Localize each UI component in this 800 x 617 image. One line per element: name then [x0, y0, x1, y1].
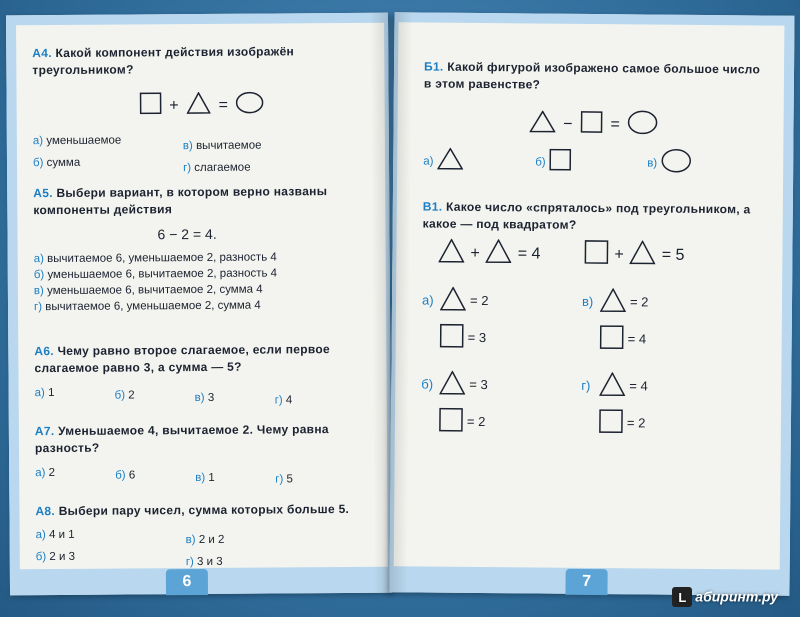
answer-options: [34, 249, 364, 315]
triangle-icon: [630, 240, 656, 269]
square-icon: [584, 240, 608, 269]
option-letter: в): [647, 156, 658, 170]
minus-sign: −: [563, 115, 573, 133]
square-value: = 3: [467, 329, 487, 346]
option-letter: в): [194, 391, 205, 405]
triangle-icon: [599, 372, 625, 399]
option-row: [421, 371, 752, 438]
option-text: 2 и 3: [49, 550, 76, 564]
triangle-value: = 3: [469, 376, 488, 393]
option-g[interactable]: [183, 160, 251, 176]
option-letter: г): [274, 394, 283, 407]
question-text: Чему равно второе слагаемое, если первое слагаемое равно 3, а сумма — 5?: [34, 342, 331, 376]
option-a[interactable]: [423, 148, 535, 176]
triangle-icon: [438, 239, 464, 268]
expression: 6 − 2 = 4.: [157, 225, 217, 243]
answer-options: [35, 383, 365, 410]
question-a4: [32, 43, 362, 79]
option-text: 4 и 1: [49, 528, 75, 542]
plus-sign: +: [169, 96, 179, 114]
option-text: уменьшаемое: [46, 134, 122, 148]
option-letter: а): [421, 292, 434, 308]
watermark: [672, 587, 778, 607]
question-label: А5.: [33, 186, 53, 201]
square-icon: [600, 325, 624, 352]
option-b[interactable]: [115, 467, 195, 489]
watermark-text: абиринт.ру: [695, 588, 778, 605]
question-text: Выбери пару чисел, сумма которых больше 5.: [58, 501, 350, 518]
triangle-icon: [600, 288, 626, 315]
option-g[interactable]: [275, 471, 293, 487]
equals-sign: =: [610, 115, 620, 133]
question-a5: [33, 183, 363, 219]
labirint-logo-icon: L: [672, 587, 692, 607]
option-letter: в): [195, 471, 206, 485]
equation-shapes: [513, 109, 673, 139]
option-letter: б): [35, 551, 47, 564]
option-text: слагаемое: [194, 161, 251, 175]
answer-options: [33, 131, 353, 177]
option-letter: а): [32, 135, 44, 148]
question-label: А8.: [35, 504, 56, 519]
option-letter: г): [581, 377, 591, 393]
triangle-icon: [486, 239, 512, 268]
option-text: 1: [48, 387, 55, 400]
option-letter: г): [183, 162, 192, 175]
option-row: [422, 287, 753, 354]
option-b[interactable]: [421, 371, 582, 436]
option-v[interactable]: [195, 469, 275, 488]
option-a[interactable]: [33, 132, 183, 155]
option-v[interactable]: [195, 389, 275, 409]
option-text: 3 и 3: [196, 555, 223, 569]
plus-sign: +: [470, 244, 480, 262]
option-letter: а): [423, 155, 434, 168]
option-a[interactable]: [35, 465, 115, 490]
question-text: Какое число «спряталось» под треугольником, а какое — под квадратом?: [422, 199, 751, 232]
plus-sign: +: [614, 245, 624, 263]
triangle-icon: [437, 148, 463, 175]
answer-options: [421, 287, 752, 438]
square-value: = 4: [627, 331, 647, 347]
square-icon: [550, 149, 572, 176]
right-page-content: [389, 12, 794, 595]
option-text: уменьшаемое 6, вычитаемое 2, сумма 4: [47, 283, 263, 298]
square-icon: [580, 111, 602, 138]
option-letter: а): [35, 529, 46, 542]
option-letter: б): [33, 269, 45, 282]
option-letter: а): [33, 253, 44, 266]
option-letter: в): [581, 293, 594, 310]
question-a6: [34, 341, 364, 377]
triangle-icon: [529, 110, 555, 137]
question-label: А7.: [34, 424, 55, 439]
question-text: Какой компонент действия изображён треугольником?: [32, 44, 295, 78]
option-text: 2: [128, 389, 135, 402]
option-text: сумма: [46, 156, 81, 170]
option-letter: в): [182, 140, 193, 153]
option-text: 5: [286, 473, 293, 486]
question-text: Какой фигурой изображено самое большое число в этом равенстве?: [423, 59, 761, 92]
question-a8: [35, 501, 365, 520]
option-letter: г): [33, 301, 43, 314]
equation-2: [584, 240, 684, 270]
option-letter: в): [33, 285, 44, 298]
option-text: 4: [285, 394, 293, 407]
option-letter: а): [35, 467, 46, 480]
option-b[interactable]: [115, 387, 195, 410]
option-text: вычитаемое 6, уменьшаемое 2, сумма 4: [45, 299, 261, 314]
option-b[interactable]: [33, 154, 183, 177]
option-g[interactable]: [186, 554, 223, 570]
question-label: В1.: [422, 199, 443, 214]
option-text: вычитаемое 6, уменьшаемое 2, разность 4: [47, 251, 277, 266]
triangle-value: = 2: [629, 294, 649, 310]
option-row: [36, 525, 366, 549]
triangle-value: = 4: [629, 378, 648, 394]
option-text: 3: [207, 391, 215, 404]
option-v[interactable]: [582, 288, 649, 353]
question-a7: [35, 421, 365, 457]
left-page: [6, 13, 392, 596]
option-letter: б): [115, 469, 126, 482]
option-letter: г): [185, 556, 194, 569]
option-v[interactable]: [186, 532, 225, 548]
option-text: 2 и 2: [198, 533, 225, 547]
triangle-icon: [440, 287, 466, 314]
option-letter: б): [32, 157, 44, 170]
option-text: 2: [48, 467, 56, 480]
option-g[interactable]: [275, 392, 293, 408]
triangle-value: = 2: [469, 292, 489, 309]
square-icon: [440, 324, 464, 351]
option-letter: б): [535, 155, 546, 169]
square-icon: [139, 92, 161, 119]
option-letter: б): [114, 389, 126, 402]
option-a[interactable]: [36, 526, 186, 549]
option-v[interactable]: [647, 148, 691, 177]
option-g[interactable]: [581, 372, 648, 437]
question-text: Уменьшаемое 4, вычитаемое 2. Чему равна разность?: [34, 422, 329, 456]
triangle-icon: [439, 371, 465, 398]
equals-sign: =: [218, 96, 229, 114]
question-b1: [424, 59, 764, 96]
option-row: [33, 153, 353, 177]
question-label: Б1.: [424, 59, 444, 74]
circle-icon: [236, 92, 264, 119]
equation-row: [438, 239, 758, 271]
square-value: = 2: [626, 415, 646, 431]
left-page-content: [6, 13, 392, 596]
answer-options: [36, 525, 366, 571]
option-text: 6: [128, 469, 136, 482]
option-b[interactable]: [535, 148, 647, 176]
option-letter: г): [275, 473, 284, 486]
option-g[interactable]: [34, 297, 364, 315]
option-row: [36, 547, 366, 571]
triangle-icon: [187, 92, 211, 119]
right-page: [389, 12, 794, 595]
question-text: Выбери вариант, в котором верно названы компоненты действия: [33, 184, 328, 218]
option-letter: а): [34, 387, 45, 400]
option-text: вычитаемое: [196, 139, 262, 153]
square-icon: [599, 409, 623, 436]
option-row: [33, 131, 353, 155]
option-a[interactable]: [35, 385, 115, 411]
circle-icon: [661, 149, 691, 178]
option-letter: б): [421, 376, 434, 392]
answer-options: [35, 463, 365, 489]
page-number: 6: [166, 569, 208, 595]
option-b[interactable]: [36, 548, 186, 571]
answer-options: [423, 147, 753, 179]
option-letter: в): [185, 534, 196, 547]
square-icon: [439, 408, 463, 435]
option-v[interactable]: [183, 138, 262, 155]
circle-icon: [628, 110, 658, 139]
question-label: А6.: [34, 344, 54, 359]
equation-1: [438, 239, 540, 269]
page-number: 7: [565, 569, 607, 595]
option-text: уменьшаемое 6, вычитаемое 2, разность 4: [47, 267, 278, 282]
question-label: А4.: [32, 46, 52, 61]
equation-result: = 4: [517, 244, 541, 263]
option-a[interactable]: [422, 287, 583, 352]
equation-result: = 5: [661, 246, 685, 264]
question-v1: [423, 199, 763, 236]
square-value: = 2: [466, 413, 486, 430]
option-text: 1: [208, 471, 215, 484]
equation-shapes: [127, 91, 277, 119]
